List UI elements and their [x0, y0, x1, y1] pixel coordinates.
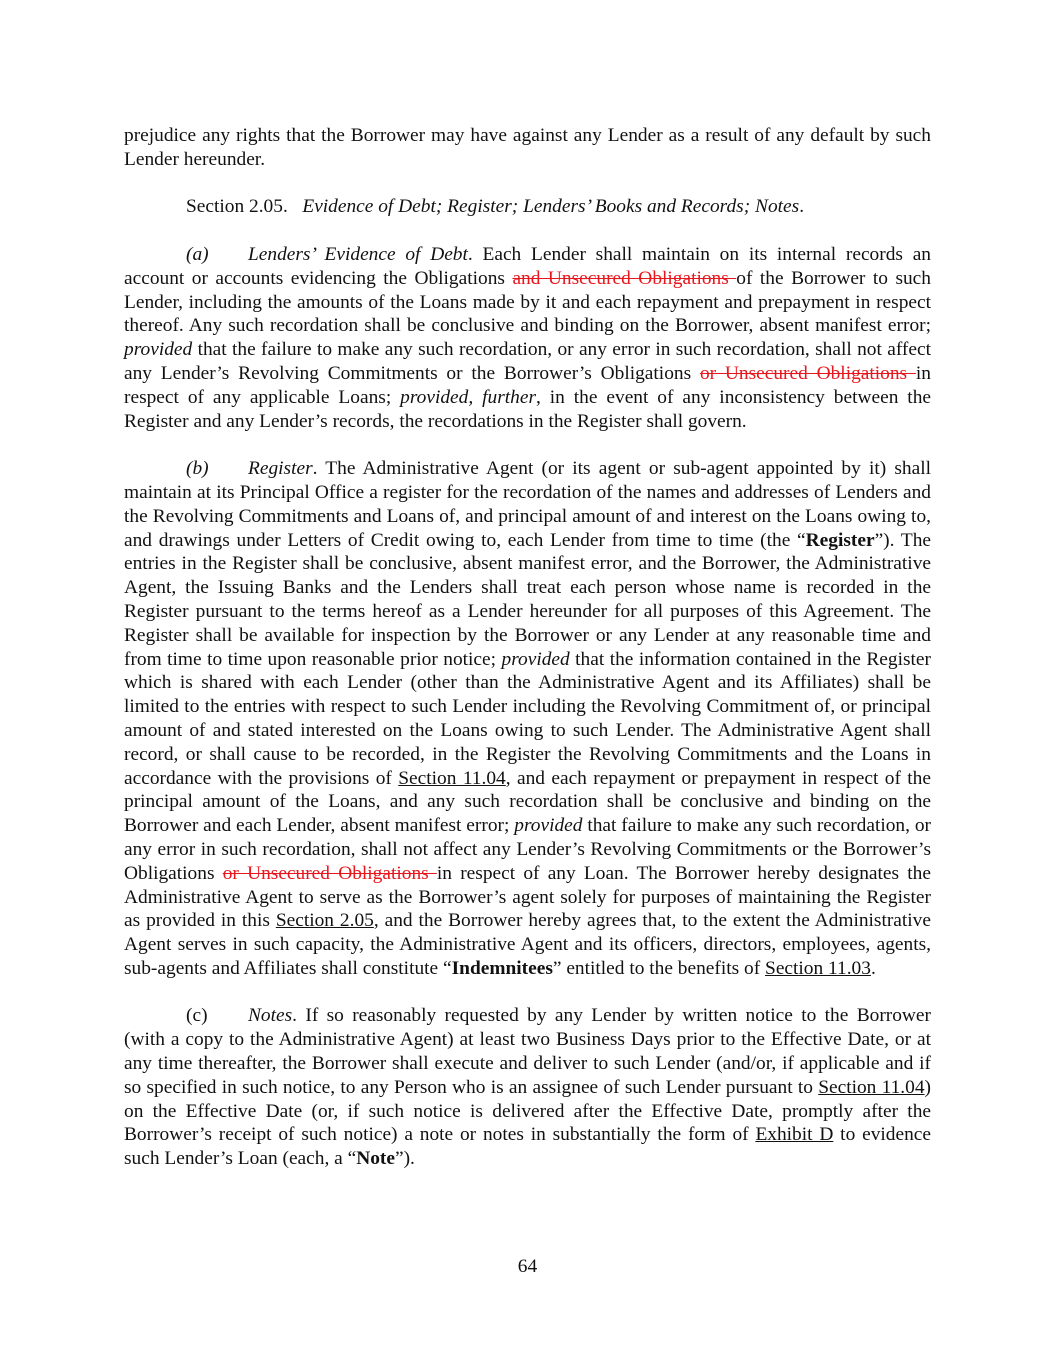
intro-paragraph: prejudice any rights that the Borrower may have against any Lender as a result of any default by such Lender hereunder.	[124, 125, 931, 170]
defined-term: Indemnitees	[451, 957, 553, 979]
defined-term: Register	[805, 529, 875, 551]
paragraph-c-label: (c)	[186, 1005, 208, 1027]
section-heading: Section 2.05. Evidence of Debt; Register; Lenders’ Books and Records; Notes.	[186, 196, 805, 218]
paragraph-a: (a) Lenders’ Evidence of Debt. Each Lender shall maintain on its internal records an account or accounts evidencing the Obligations and Unsecured Obligations of the Borrower to such Lender, including the amounts of the Loans made by it and each repayment and prepayment in respect thereof. Any such recordation shall be conclusive and binding on the Borrower, absent manifest error; provided that the failure to make any such recordation, or any error in such recordation, shall not affect any Lender’s Revolving Commitments or the Borrower’s Obligations or Unsecured Obligations in respect of any applicable Loans; provided, further, in the event of any inconsistency between the Register and any Lender’s records, the recordations in the Register shall govern.	[124, 243, 931, 432]
cross-reference-link[interactable]: Exhibit D	[755, 1124, 834, 1146]
section-number: Section 2.05.	[186, 196, 288, 218]
paragraph-b-title: Register	[248, 458, 313, 480]
cross-reference-link[interactable]: Section 2.05	[275, 910, 374, 932]
defined-term: Note	[356, 1148, 395, 1170]
cross-reference-link[interactable]: Section 11.04	[398, 767, 506, 789]
paragraph-c-title: Notes	[248, 1005, 293, 1027]
paragraph-a-title: Lenders’ Evidence of Debt	[248, 243, 468, 265]
cross-reference-link[interactable]: Section 11.03	[765, 957, 871, 979]
page-number: 64	[517, 1256, 538, 1277]
paragraph-b-label: (b)	[186, 458, 209, 480]
paragraph-a-label: (a)	[186, 243, 209, 265]
deleted-text: and Unsecured Obligations	[512, 267, 737, 289]
paragraph-b: (b) Register. The Administrative Agent (or its agent or sub-agent appointed by it) shall maintain at its Principal Office a register for the recordation of the names and addresses of Lenders and the Revolving Commitments and Loans of, and principal amount of and interest on the Loans owing to, and drawings under Letters of Credit owing to, each Lender from time to time (the “Register”). The entries in the Register shall be conclusive, absent manifest error, and the Borrower, the Administrative Agent, the Issuing Banks and the Lenders shall treat each person whose name is recorded in the Register pursuant to the terms hereof as a Lender hereunder for all purposes of this Agreement. The Register shall be available for inspection by the Borrower or any Lender at any reasonable time and from time to time upon reasonable prior notice; provided that the information contained in the Register which is shared with each Lender (other than the Administrative Agent and its Affiliates) shall be limited to the entries with respect to such Lender including the Revolving Commitment of, or principal amount of and stated interested on the Loans owing to such Lender. The Administrative Agent shall record, or shall cause to be recorded, in the Register the Revolving Commitments and the Loans in accordance with the provisions of Section 11.04, and each repayment or prepayment in respect of the principal amount of the Loans, and any such recordation shall be conclusive and binding on the Borrower and each Lender, absent manifest error; provided that failure to make any such recordation, or any error in such recordation, shall not affect any Lender’s Revolving Commitments or the Borrower’s Obligations or Unsecured Obligations in respect of any Loan. The Borrower hereby designates the Administrative Agent to serve as the Borrower’s agent solely for purposes of maintaining the Register as provided in this Section 2.05, and the Borrower hereby agrees that, to the extent the Administrative Agent serves in such capacity, the Administrative Agent and its officers, directors, employees, agents, sub-agents and Affiliates shall constitute “Indemnitees” entitled to the benefits of Section 11.03.	[124, 458, 931, 979]
section-title: Evidence of Debt; Register; Lenders’ Books and Records; Notes	[302, 196, 800, 218]
cross-reference-link[interactable]: Section 11.04	[818, 1076, 925, 1098]
deleted-text: or Unsecured Obligations	[699, 362, 916, 384]
deleted-text: or Unsecured Obligations	[222, 862, 437, 884]
document-page	[124, 124, 931, 1171]
paragraph-c: (c) Notes. If so reasonably requested by any Lender by written notice to the Borrower (with a copy to the Administrative Agent) at least two Business Days prior to the Effective Date, or at any time thereafter, the Borrower shall execute and deliver to such Lender (and/or, if applicable and if so specified in such notice, to any Person who is an assignee of such Lender pursuant to Section 11.04) on the Effective Date (or, if such notice is delivered after the Effective Date, promptly after the Borrower’s receipt of such notice) a note or notes in substantially the form of Exhibit D to evidence such Lender’s Loan (each, a “Note”).	[124, 1005, 932, 1170]
